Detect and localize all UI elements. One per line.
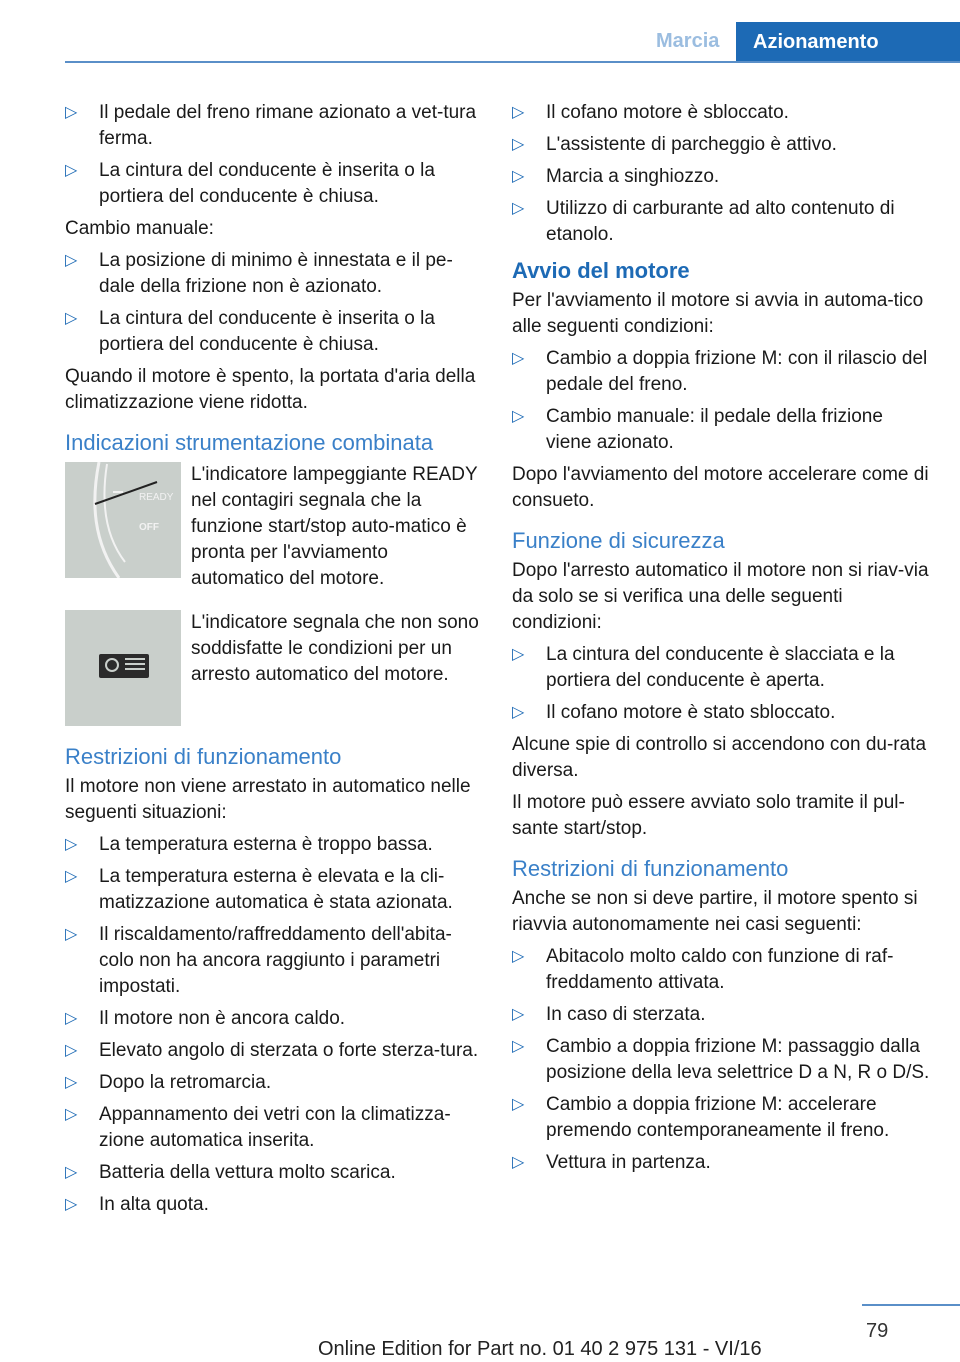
bullet-triangle-icon: ▷ bbox=[65, 1164, 78, 1181]
list-item bbox=[512, 164, 930, 190]
list-item bbox=[512, 944, 930, 996]
bullet-triangle-icon: ▷ bbox=[65, 868, 78, 885]
list-item-text: Dopo la retromarcia. bbox=[99, 1072, 272, 1093]
section-heading: Avvio del motore bbox=[512, 258, 690, 283]
list-item bbox=[512, 346, 930, 398]
list-item bbox=[65, 922, 481, 1000]
bullet-triangle-icon: ▷ bbox=[65, 1196, 78, 1213]
list-item bbox=[512, 404, 930, 456]
list-item bbox=[65, 306, 481, 358]
bullet-triangle-icon: ▷ bbox=[512, 704, 525, 721]
list-item-text: La temperatura esterna è troppo bassa. bbox=[99, 834, 433, 855]
list-item bbox=[65, 1160, 481, 1186]
list-item-text: Cambio manuale: il pedale della frizione viene azionato. bbox=[546, 406, 883, 453]
list-item bbox=[65, 832, 481, 858]
list-item bbox=[65, 864, 481, 916]
list-item-text: La temperatura esterna è elevata e la cli-matizzazione automatica è stata azionata. bbox=[99, 866, 453, 913]
list-item-text: La posizione di minimo è innestata e il pe-dale della frizione non è azionato. bbox=[99, 250, 453, 297]
list-item bbox=[512, 1150, 930, 1176]
bullet-list bbox=[512, 100, 930, 248]
footer-edition: Online Edition for Part no. 01 40 2 975 131 - VI/16 bbox=[318, 1338, 762, 1360]
bullet-list bbox=[65, 248, 481, 358]
bullet-triangle-icon: ▷ bbox=[512, 1038, 525, 1055]
list-item bbox=[512, 642, 930, 694]
paragraph: Anche se non si deve partire, il motore spento si riavvia autonomamente nei casi seguenti: bbox=[512, 888, 918, 935]
section-heading: Restrizioni di funzionamento bbox=[65, 744, 342, 769]
bullet-triangle-icon: ▷ bbox=[65, 1010, 78, 1027]
list-item bbox=[65, 248, 481, 300]
indicator-ready-text: L'indicatore lampeggiante READY nel contagiri segnala che la funzione start/stop auto-matico è pronta per l'avviamento automatico del motore. bbox=[191, 464, 478, 589]
indicator-startstop-block bbox=[65, 610, 481, 726]
list-item bbox=[512, 700, 930, 726]
list-item bbox=[512, 1002, 930, 1028]
off-label: OFF bbox=[139, 522, 159, 533]
section-heading: Restrizioni di funzionamento bbox=[512, 856, 789, 881]
section-heading: Indicazioni strumentazione combinata bbox=[65, 430, 434, 455]
bullet-triangle-icon: ▷ bbox=[65, 252, 78, 269]
list-item-text: Il motore non è ancora caldo. bbox=[99, 1008, 346, 1029]
bullet-list bbox=[65, 100, 481, 210]
paragraph: Dopo l'arresto automatico il motore non si riav-via da solo se si verifica una delle seguenti condizioni: bbox=[512, 560, 929, 633]
bullet-triangle-icon: ▷ bbox=[512, 646, 525, 663]
list-item bbox=[65, 1102, 481, 1154]
list-item bbox=[512, 132, 930, 158]
list-item-text: Cambio a doppia frizione M: con il rilascio del pedale del freno. bbox=[546, 348, 928, 395]
list-item-text: Abitacolo molto caldo con funzione di raf-freddamento attivata. bbox=[546, 946, 894, 993]
bullet-triangle-icon: ▷ bbox=[65, 1042, 78, 1059]
indicator-startstop-text: L'indicatore segnala che non sono soddisfatte le condizioni per un arresto automatico del motore. bbox=[191, 612, 479, 685]
list-item-text: Cambio a doppia frizione M: passaggio dalla posizione della leva selettrice D a N, R o D/S. bbox=[546, 1036, 930, 1083]
list-item bbox=[512, 1034, 930, 1086]
ready-label: READY bbox=[139, 492, 174, 503]
tachometer-ready-image bbox=[65, 462, 181, 578]
list-item bbox=[512, 100, 930, 126]
header-chapter-tab: Azionamento bbox=[736, 22, 960, 62]
footer-rule bbox=[862, 1304, 960, 1306]
header-rule bbox=[65, 61, 960, 63]
paragraph: Quando il motore è spento, la portata d'aria della climatizzazione viene ridotta. bbox=[65, 366, 476, 413]
paragraph: Il motore non viene arrestato in automatico nelle seguenti situazioni: bbox=[65, 776, 471, 823]
list-item-text: Cambio a doppia frizione M: accelerare premendo contemporaneamente il freno. bbox=[546, 1094, 890, 1141]
bullet-triangle-icon: ▷ bbox=[512, 408, 525, 425]
header-section-label: Marcia bbox=[656, 30, 720, 52]
bullet-triangle-icon: ▷ bbox=[65, 1074, 78, 1091]
left-column bbox=[65, 100, 481, 1224]
bullet-triangle-icon: ▷ bbox=[512, 168, 525, 185]
bullet-triangle-icon: ▷ bbox=[512, 104, 525, 121]
list-item bbox=[65, 100, 481, 152]
bullet-triangle-icon: ▷ bbox=[512, 1006, 525, 1023]
paragraph: Dopo l'avviamento del motore accelerare come di consueto. bbox=[512, 464, 929, 511]
list-item-text: Il pedale del freno rimane azionato a vet-tura ferma. bbox=[99, 102, 477, 149]
page-number: 79 bbox=[866, 1320, 889, 1342]
list-item-text: Elevato angolo di sterzata o forte sterza-tura. bbox=[99, 1040, 479, 1061]
list-item-text: Il cofano motore è stato sbloccato. bbox=[546, 702, 836, 723]
list-item-text: Marcia a singhiozzo. bbox=[546, 166, 720, 187]
right-column bbox=[512, 100, 930, 1182]
list-item-text: Batteria della vettura molto scarica. bbox=[99, 1162, 396, 1183]
bullet-triangle-icon: ▷ bbox=[512, 350, 525, 367]
list-item-text: L'assistente di parcheggio è attivo. bbox=[546, 134, 837, 155]
bullet-triangle-icon: ▷ bbox=[65, 836, 78, 853]
bullet-triangle-icon: ▷ bbox=[512, 1154, 525, 1171]
bullet-triangle-icon: ▷ bbox=[512, 948, 525, 965]
bullet-triangle-icon: ▷ bbox=[65, 310, 78, 327]
bullet-triangle-icon: ▷ bbox=[65, 1106, 78, 1123]
start-stop-icon bbox=[99, 654, 149, 678]
list-item bbox=[512, 1092, 930, 1144]
list-item-text: Il riscaldamento/raffreddamento dell'abita-colo non ha ancora raggiunto i parametri impostati. bbox=[99, 924, 452, 997]
start-stop-indicator-image bbox=[65, 610, 181, 726]
list-item-text: La cintura del conducente è slacciata e la portiera del conducente è aperta. bbox=[546, 644, 895, 691]
list-item bbox=[65, 1070, 481, 1096]
list-item-text: Vettura in partenza. bbox=[546, 1152, 711, 1173]
indicator-ready-block bbox=[65, 462, 481, 592]
bullet-list bbox=[65, 832, 481, 1218]
bullet-triangle-icon: ▷ bbox=[512, 136, 525, 153]
list-item bbox=[65, 1192, 481, 1218]
bullet-triangle-icon: ▷ bbox=[512, 1096, 525, 1113]
list-item-text: In alta quota. bbox=[99, 1194, 209, 1215]
bullet-triangle-icon: ▷ bbox=[65, 926, 78, 943]
list-item-text: Il cofano motore è sbloccato. bbox=[546, 102, 789, 123]
bullet-list bbox=[512, 346, 930, 456]
bullet-triangle-icon: ▷ bbox=[65, 104, 78, 121]
paragraph: Per l'avviamento il motore si avvia in automa-tico alle seguenti condizioni: bbox=[512, 290, 924, 337]
list-item-text: La cintura del conducente è inserita o la portiera del conducente è chiusa. bbox=[99, 160, 435, 207]
list-item bbox=[65, 1006, 481, 1032]
bullet-triangle-icon: ▷ bbox=[512, 200, 525, 217]
section-heading: Funzione di sicurezza bbox=[512, 528, 725, 553]
list-item bbox=[65, 1038, 481, 1064]
list-item-text: Utilizzo di carburante ad alto contenuto di etanolo. bbox=[546, 198, 895, 245]
bullet-triangle-icon: ▷ bbox=[65, 162, 78, 179]
bullet-list bbox=[512, 642, 930, 726]
list-item bbox=[512, 196, 930, 248]
list-item-text: La cintura del conducente è inserita o la portiera del conducente è chiusa. bbox=[99, 308, 435, 355]
paragraph: Il motore può essere avviato solo tramite il pul-sante start/stop. bbox=[512, 792, 905, 839]
bullet-list bbox=[512, 944, 930, 1176]
list-item-text: Appannamento dei vetri con la climatizza-zione automatica inserita. bbox=[99, 1104, 451, 1151]
paragraph: Cambio manuale: bbox=[65, 218, 214, 239]
list-item-text: In caso di sterzata. bbox=[546, 1004, 706, 1025]
list-item bbox=[65, 158, 481, 210]
paragraph: Alcune spie di controllo si accendono con du-rata diversa. bbox=[512, 734, 927, 781]
